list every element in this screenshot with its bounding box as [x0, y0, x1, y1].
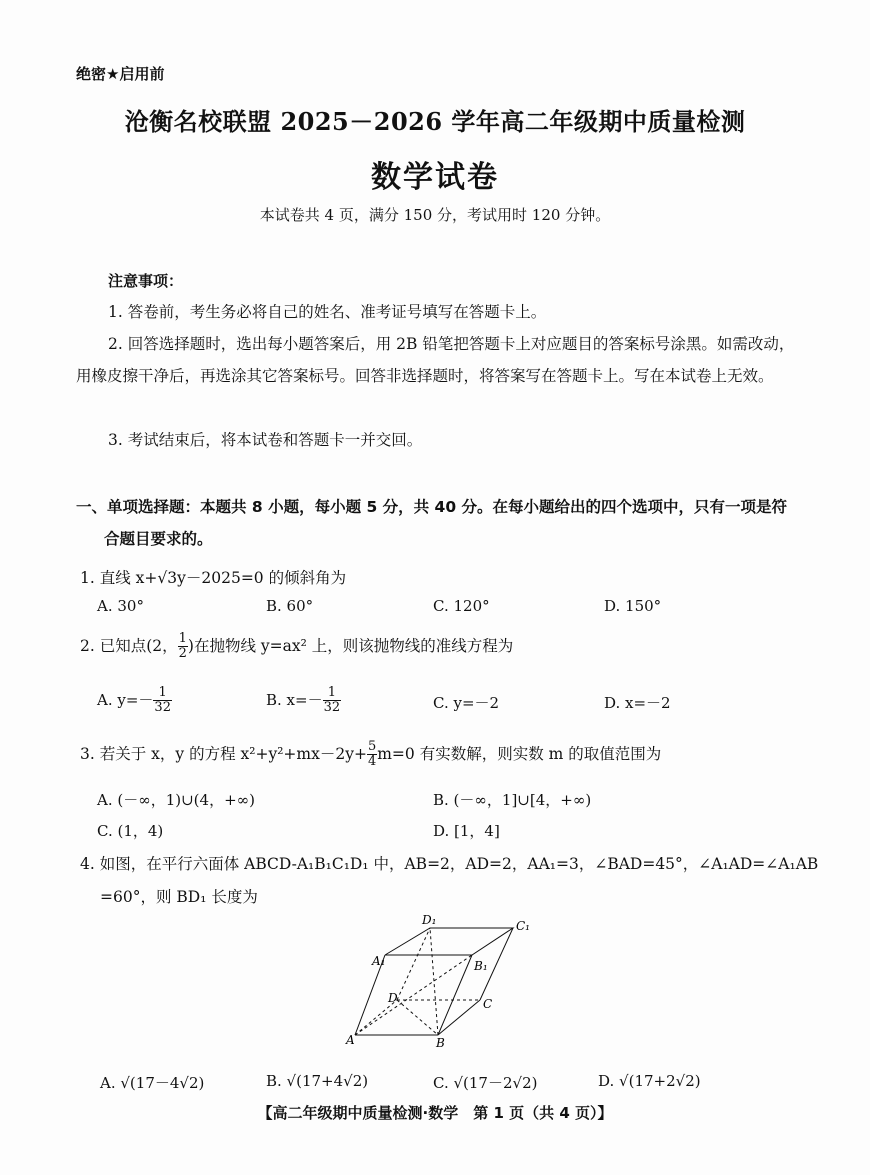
- q2-option-b-prefix: B. x=－: [266, 690, 323, 709]
- section-heading: [76, 491, 801, 555]
- edge-dd1: [397, 928, 430, 1000]
- label-c1: C₁: [516, 919, 530, 933]
- question-1-stem: 1. 直线 x+√3y－2025=0 的倾斜角为: [80, 569, 347, 587]
- notice-item-1: 1. 答卷前，考生务必将自己的姓名、准考证号填写在答题卡上。: [108, 303, 547, 321]
- q1-option-b: B. 60°: [266, 597, 314, 615]
- q2-option-c: C. y=－2: [433, 694, 500, 712]
- confidential-mark: 绝密★启用前: [76, 65, 165, 83]
- q3-option-c: C. (1，4): [97, 822, 164, 840]
- subject-title: 数学试卷: [371, 160, 499, 195]
- q3-suffix: m=0 有实数解，则实数 m 的取值范围为: [377, 744, 662, 763]
- label-a1: A₁: [372, 954, 386, 968]
- q2-point-numerator: 1: [178, 631, 187, 646]
- section-heading-line1: 一、单项选择题：本题共 8 小题，每小题 5 分，共 40 分。在每小题给出的四个选项中，只有一项是符: [76, 498, 788, 516]
- q3-option-a: A. (－∞，1)∪(4，+∞): [97, 791, 255, 809]
- notice-item-3: 3. 考试结束后，将本试卷和答题卡一并交回。: [108, 431, 423, 449]
- q1-option-a: A. 30°: [97, 597, 144, 615]
- q2-point-denominator: 2: [178, 646, 187, 662]
- label-d1: D₁: [422, 913, 437, 927]
- q1-option-d: D. 150°: [604, 597, 662, 615]
- q3-fraction: [367, 740, 377, 770]
- q2-option-b-fraction: [323, 686, 342, 716]
- section-heading-line2: 合题目要求的。: [104, 530, 213, 548]
- edge-bc: [438, 1000, 480, 1035]
- page-footer: 【高二年级期中质量检测·数学 第 1 页（共 4 页）】: [257, 1104, 613, 1122]
- q2-option-a-fraction: [153, 686, 172, 716]
- label-a: A: [346, 1033, 355, 1047]
- q4-option-c: C. √(17－2√2): [433, 1074, 538, 1092]
- q3-denominator: 4: [367, 754, 377, 770]
- q2-option-b: [266, 686, 341, 716]
- q4-option-b: B. √(17+4√2): [266, 1072, 369, 1090]
- question-3-stem: [80, 740, 661, 770]
- q1-option-c: C. 120°: [433, 597, 490, 615]
- q2-suffix: )在抛物线 y=ax² 上，则该抛物线的准线方程为: [187, 636, 514, 655]
- label-c: C: [483, 997, 493, 1011]
- q2-option-a-denominator: 32: [154, 700, 171, 716]
- q2-prefix: 2. 已知点(2，: [80, 636, 178, 655]
- label-d: D: [388, 991, 398, 1005]
- q3-numerator: 5: [367, 739, 377, 754]
- exam-title: 沧衡名校联盟 2025－2026 学年高二年级期中质量检测: [124, 107, 746, 136]
- exam-meta: 本试卷共 4 页，满分 150 分，考试用时 120 分钟。: [259, 206, 611, 224]
- q3-option-d: D. [1，4]: [433, 822, 500, 840]
- q3-option-b: B. (－∞，1]∪[4，+∞): [433, 791, 592, 809]
- q3-prefix: 3. 若关于 x，y 的方程 x²+y²+mx－2y+: [80, 744, 367, 763]
- notice-heading: 注意事项：: [108, 272, 184, 290]
- q2-option-a-prefix: A. y=－: [97, 690, 154, 709]
- question-4-stem-line1: 4. 如图，在平行六面体 ABCD-A₁B₁C₁D₁ 中，AB=2，AD=2，AA₁=3，∠BAD=45°，∠A₁AD=∠A₁AB: [80, 855, 819, 873]
- q2-option-a-numerator: 1: [153, 686, 172, 701]
- q2-option-b-numerator: 1: [323, 686, 342, 701]
- question-2-stem: [80, 632, 513, 662]
- parallelepiped-figure: [340, 910, 540, 1050]
- q4-option-a: A. √(17－4√2): [100, 1074, 205, 1092]
- diagonal-bd: [397, 1000, 438, 1035]
- q2-point-fraction: [178, 632, 188, 662]
- q2-option-b-denominator: 32: [323, 700, 341, 716]
- q4-option-d: D. √(17+2√2): [598, 1072, 701, 1090]
- notice-item-2: 2. 回答选择题时，选出每小题答案后，用 2B 铅笔把答题卡上对应题目的答案标号涂黑。如需改动，用橡皮擦干净后，再选涂其它答案标号。回答非选择题时，将答案写在答题卡上。写在本试卷上无效。: [76, 335, 795, 385]
- top-face: [385, 928, 513, 955]
- q2-option-d: D. x=－2: [604, 694, 671, 712]
- question-4-stem-line2: =60°，则 BD₁ 长度为: [100, 888, 258, 906]
- label-b1: B₁: [474, 959, 488, 973]
- q2-option-a: [97, 686, 172, 716]
- diagonal-bd1: [430, 928, 438, 1035]
- label-b: B: [436, 1036, 445, 1050]
